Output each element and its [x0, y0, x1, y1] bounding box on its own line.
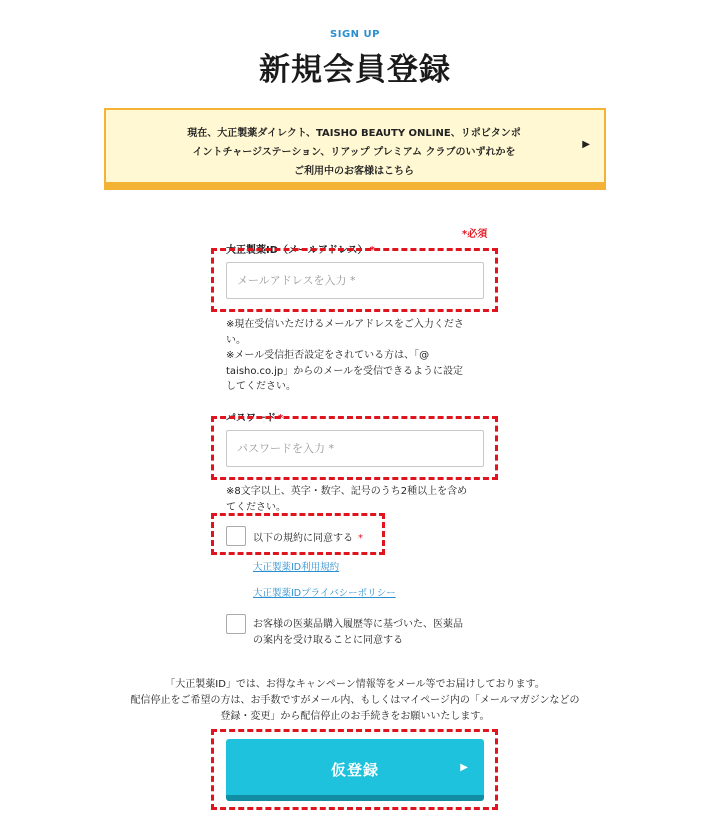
password-hint-line: ※8文字以上、英字・数字、記号のうち2種以上を含め: [226, 486, 468, 497]
mail-info-line: 「大正製薬ID」では、お得なキャンペーン情報等をメール等でお届けしております。: [165, 679, 545, 690]
agree-terms-checkbox[interactable]: [226, 526, 246, 546]
terms-link[interactable]: 大正製薬ID利用規約: [253, 562, 340, 573]
existing-member-notice[interactable]: [104, 108, 606, 190]
email-hint-line: ※メール受信拒否設定をされている方は、「@: [226, 350, 430, 361]
agree-terms-label[interactable]: [253, 529, 363, 544]
arrow-right-icon: ▶: [582, 139, 590, 150]
password-label: [226, 409, 283, 424]
email-hint-line: ※現在受信いただけるメールアドレスをご入力くださ: [226, 319, 464, 330]
password-hint: [226, 484, 496, 515]
provisional-register-button[interactable]: [226, 739, 484, 801]
email-hint: [226, 317, 496, 395]
medical-consent-checkbox[interactable]: [226, 614, 246, 634]
password-hint-line: てください。: [226, 501, 286, 513]
email-hint-line: い。: [226, 334, 246, 346]
email-input[interactable]: [226, 262, 484, 299]
required-note: *必須: [462, 229, 488, 240]
email-label-text: 大正製薬ID（メールアドレス）: [226, 245, 368, 256]
privacy-policy-link[interactable]: 大正製薬IDプライバシーポリシー: [253, 588, 396, 599]
email-hint-line: taisho.co.jp」からのメールを受信できるように設定: [226, 365, 464, 377]
mail-info-line: 登録・変更」から配信停止のお手続きをお願いいたします。: [220, 711, 490, 722]
page-eyebrow: SIGN UP: [330, 29, 380, 40]
medical-consent-line[interactable]: お客様の医薬品購入履歴等に基づいた、医薬品: [253, 619, 463, 630]
mail-info: [0, 677, 710, 725]
required-mark: *: [278, 413, 284, 424]
required-mark: *: [358, 533, 363, 544]
mail-info-line: 配信停止をご希望の方は、お手数ですがメール内、もしくはマイページ内の「メールマガジンなどの: [130, 695, 580, 706]
medical-consent-line[interactable]: の案内を受け取ることに同意する: [253, 635, 403, 646]
email-hint-line: してください。: [226, 381, 296, 392]
password-input[interactable]: [226, 430, 484, 467]
medical-consent-label[interactable]: [253, 617, 493, 649]
password-label-text: パスワード: [226, 413, 276, 424]
page-title: 新規会員登録: [259, 52, 451, 88]
email-label: [226, 241, 375, 256]
submit-label: 仮登録: [330, 761, 379, 779]
notice-text: 現在、大正製薬ダイレクト、TAISHO BEAUTY ONLINE、リポビタンポ イントチャージステーション、リアップ プレミアム クラブのいずれかを ご利用中のお客様はこちら: [187, 128, 521, 177]
arrow-right-icon: ▶: [460, 762, 468, 773]
required-mark: *: [369, 245, 375, 256]
agree-terms-text[interactable]: 以下の規約に同意する: [253, 533, 353, 544]
